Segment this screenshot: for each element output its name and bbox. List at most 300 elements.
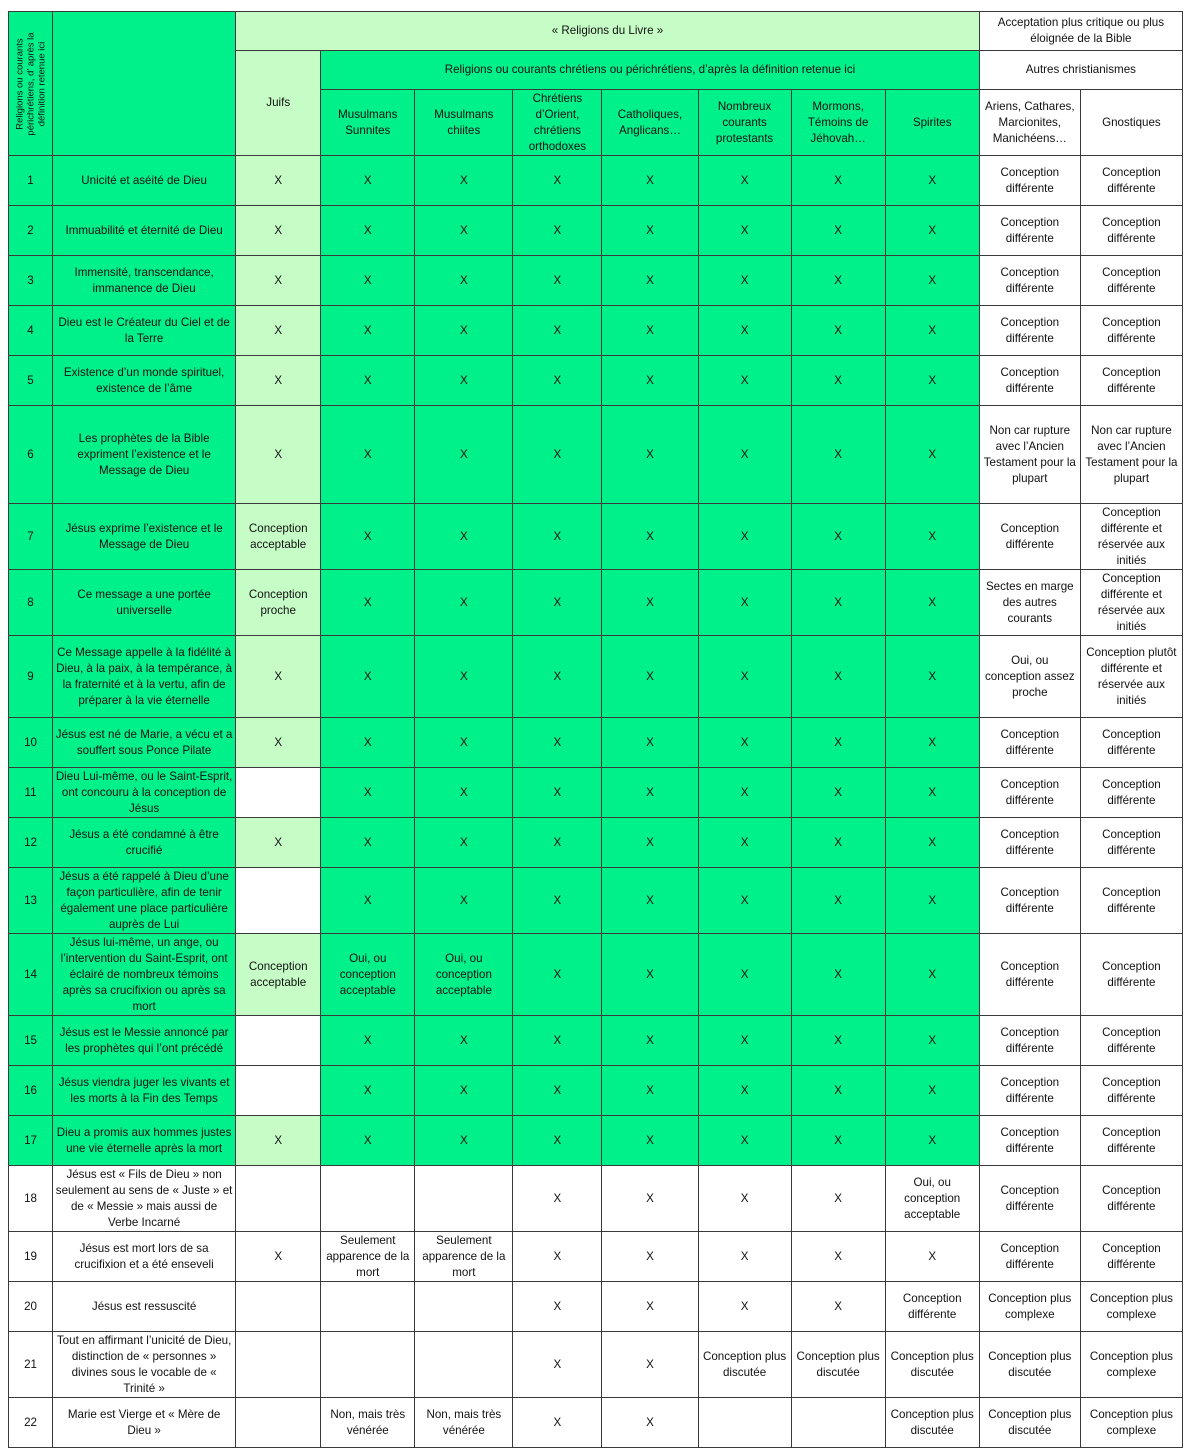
row-cell: Conception acceptable xyxy=(236,504,321,570)
row-cell: X xyxy=(236,406,321,504)
row-statement: Jésus a été rappelé à Dieu d’une façon particulière, afin de tenir également une place particulière auprès de Lui xyxy=(53,868,236,934)
religions-du-livre-header: « Religions du Livre » xyxy=(236,12,980,51)
row-cell: Conception plus discutée xyxy=(979,1332,1080,1398)
column-header-gnostiques: Gnostiques xyxy=(1080,90,1182,156)
row-statement: Existence d’un monde spirituel, existence de l’âme xyxy=(53,356,236,406)
row-number: 17 xyxy=(9,1116,53,1166)
row-statement: Jésus exprime l’existence et le Message de Dieu xyxy=(53,504,236,570)
table-row xyxy=(9,1332,1183,1398)
row-cell: X xyxy=(602,570,698,636)
statement-header-cell xyxy=(53,12,236,156)
column-header-spirites: Spirites xyxy=(885,90,979,156)
row-cell xyxy=(415,1332,513,1398)
table-row xyxy=(9,306,1183,356)
row-cell: X xyxy=(791,156,885,206)
row-cell: X xyxy=(698,1116,791,1166)
row-number: 16 xyxy=(9,1066,53,1116)
row-cell: X xyxy=(513,636,602,718)
row-statement: Jésus est le Messie annoncé par les prophètes qui l’ont précédé xyxy=(53,1016,236,1066)
row-cell: X xyxy=(602,1016,698,1066)
row-cell: X xyxy=(236,818,321,868)
row-cell: X xyxy=(885,570,979,636)
row-cell: Oui, ou conception assez proche xyxy=(979,636,1080,718)
row-cell: X xyxy=(698,1016,791,1066)
row-cell: Non, mais très vénérée xyxy=(415,1398,513,1448)
row-cell: Conception plutôt différente et réservée aux initiés xyxy=(1080,636,1182,718)
row-cell: Conception plus discutée xyxy=(698,1332,791,1398)
row-cell: Conception plus discutée xyxy=(791,1332,885,1398)
row-cell: Conception différente et réservée aux initiés xyxy=(1080,504,1182,570)
row-cell: X xyxy=(321,356,415,406)
row-cell: Conception différente xyxy=(979,868,1080,934)
row-cell: X xyxy=(321,1066,415,1116)
row-cell: X xyxy=(791,636,885,718)
table-row xyxy=(9,1166,1183,1232)
row-cell: Conception différente xyxy=(1080,1016,1182,1066)
row-cell: X xyxy=(321,256,415,306)
row-cell: X xyxy=(236,1116,321,1166)
row-cell: Conception différente xyxy=(885,1282,979,1332)
row-cell: Seulement apparence de la mort xyxy=(415,1232,513,1282)
row-cell xyxy=(236,868,321,934)
row-statement: Jésus lui-même, un ange, ou l’intervention du Saint-Esprit, ont éclairé de nombreux témoins après sa crucifixion ou après sa mort xyxy=(53,934,236,1016)
row-cell: X xyxy=(791,356,885,406)
row-cell: X xyxy=(513,1232,602,1282)
row-statement: Dieu est le Créateur du Ciel et de la Terre xyxy=(53,306,236,356)
row-cell: Conception différente xyxy=(979,206,1080,256)
row-cell: Conception différente xyxy=(1080,1166,1182,1232)
row-cell: Conception différente xyxy=(979,156,1080,206)
row-cell: Conception différente xyxy=(979,1232,1080,1282)
row-cell: X xyxy=(415,206,513,256)
row-cell: Conception différente xyxy=(979,818,1080,868)
chretiens-group-header: Religions ou courants chrétiens ou périchrétiens, d’après la définition retenue ici xyxy=(321,51,980,90)
row-number: 6 xyxy=(9,406,53,504)
row-cell: Conception différente xyxy=(1080,156,1182,206)
row-statement: Unicité et aséité de Dieu xyxy=(53,156,236,206)
table-row xyxy=(9,718,1183,768)
row-cell: Conception différente xyxy=(979,256,1080,306)
row-statement: Tout en affirmant l’unicité de Dieu, distinction de « personnes » divines sous le vocable de « Trinité » xyxy=(53,1332,236,1398)
row-cell: Conception différente xyxy=(979,1166,1080,1232)
row-cell: X xyxy=(415,504,513,570)
row-cell: X xyxy=(602,156,698,206)
row-statement: Jésus viendra juger les vivants et les morts à la Fin des Temps xyxy=(53,1066,236,1116)
row-cell: X xyxy=(602,934,698,1016)
row-cell: X xyxy=(415,1066,513,1116)
row-cell: X xyxy=(513,1016,602,1066)
acceptation-critique-header: Acceptation plus critique ou plus éloignée de la Bible xyxy=(979,12,1182,51)
row-cell: X xyxy=(321,1016,415,1066)
row-statement: Ce message a une portée universelle xyxy=(53,570,236,636)
row-cell: X xyxy=(415,1116,513,1166)
row-cell: X xyxy=(415,768,513,818)
row-number: 4 xyxy=(9,306,53,356)
row-cell: X xyxy=(885,1016,979,1066)
row-statement: Dieu a promis aux hommes justes une vie éternelle après la mort xyxy=(53,1116,236,1166)
religions-comparison-table xyxy=(8,11,1183,1448)
row-cell: Conception plus complexe xyxy=(979,1282,1080,1332)
row-cell: Oui, ou conception acceptable xyxy=(321,934,415,1016)
table-row xyxy=(9,768,1183,818)
row-cell: Conception différente xyxy=(979,356,1080,406)
row-cell: X xyxy=(513,504,602,570)
row-cell: X xyxy=(236,356,321,406)
row-cell: X xyxy=(791,1016,885,1066)
row-cell: X xyxy=(236,306,321,356)
table-row xyxy=(9,1066,1183,1116)
row-cell xyxy=(236,1282,321,1332)
row-cell: X xyxy=(415,356,513,406)
row-cell: X xyxy=(321,406,415,504)
row-cell: Conception différente xyxy=(1080,306,1182,356)
row-cell: X xyxy=(513,406,602,504)
row-cell: Conception différente xyxy=(1080,206,1182,256)
row-cell: X xyxy=(791,718,885,768)
row-cell: Oui, ou conception acceptable xyxy=(885,1166,979,1232)
row-statement: Les prophètes de la Bible expriment l’existence et le Message de Dieu xyxy=(53,406,236,504)
row-cell: X xyxy=(885,718,979,768)
column-header-musulmans-chiites: Musulmans chiites xyxy=(415,90,513,156)
row-cell: X xyxy=(236,718,321,768)
row-cell: Conception différente xyxy=(1080,868,1182,934)
row-cell: X xyxy=(415,1016,513,1066)
autres-christianismes-header: Autres christianismes xyxy=(979,51,1182,90)
table-row xyxy=(9,636,1183,718)
row-cell: X xyxy=(698,1282,791,1332)
row-cell: X xyxy=(321,156,415,206)
row-cell: X xyxy=(698,356,791,406)
row-cell: X xyxy=(698,868,791,934)
row-cell: X xyxy=(885,818,979,868)
row-cell: Non car rupture avec l’Ancien Testament pour la plupart xyxy=(979,406,1080,504)
row-cell: Conception différente xyxy=(1080,356,1182,406)
row-cell: Conception plus discutée xyxy=(885,1332,979,1398)
row-cell: Conception différente xyxy=(1080,934,1182,1016)
table-row xyxy=(9,206,1183,256)
row-cell: X xyxy=(321,868,415,934)
row-cell: X xyxy=(321,818,415,868)
row-cell: X xyxy=(791,1166,885,1232)
row-cell: X xyxy=(885,868,979,934)
row-statement: Immensité, transcendance, immanence de Dieu xyxy=(53,256,236,306)
table-row xyxy=(9,504,1183,570)
row-cell: X xyxy=(602,768,698,818)
corner-rotated-label: Religions ou courants périchrétiens, d’ après la définition retenue ici xyxy=(9,12,53,156)
row-cell: X xyxy=(513,868,602,934)
row-cell: X xyxy=(602,1066,698,1116)
row-cell: X xyxy=(321,570,415,636)
row-number: 20 xyxy=(9,1282,53,1332)
row-statement: Dieu Lui-même, ou le Saint-Esprit, ont concouru à la conception de Jésus xyxy=(53,768,236,818)
table-row xyxy=(9,934,1183,1016)
row-cell: X xyxy=(513,1332,602,1398)
row-cell: Non car rupture avec l’Ancien Testament pour la plupart xyxy=(1080,406,1182,504)
column-header-ariens: Ariens, Cathares, Marcionites, Manichéens… xyxy=(979,90,1080,156)
row-number: 21 xyxy=(9,1332,53,1398)
row-cell: Conception acceptable xyxy=(236,934,321,1016)
row-number: 18 xyxy=(9,1166,53,1232)
row-cell: X xyxy=(513,570,602,636)
row-number: 14 xyxy=(9,934,53,1016)
row-cell: X xyxy=(602,1398,698,1448)
row-cell: X xyxy=(602,818,698,868)
row-cell: X xyxy=(602,1116,698,1166)
row-number: 15 xyxy=(9,1016,53,1066)
row-cell: X xyxy=(321,636,415,718)
row-cell: X xyxy=(236,206,321,256)
row-cell: X xyxy=(513,1398,602,1448)
row-cell xyxy=(236,1066,321,1116)
row-number: 8 xyxy=(9,570,53,636)
row-cell: Conception différente xyxy=(1080,256,1182,306)
row-number: 13 xyxy=(9,868,53,934)
row-cell: Conception différente xyxy=(979,768,1080,818)
row-cell: X xyxy=(885,256,979,306)
table-row xyxy=(9,1398,1183,1448)
row-cell: X xyxy=(321,504,415,570)
column-header-chretiens-orient: Chrétiens d’Orient, chrétiens orthodoxes xyxy=(513,90,602,156)
row-cell: X xyxy=(321,718,415,768)
row-cell: X xyxy=(602,718,698,768)
row-cell: Conception différente et réservée aux initiés xyxy=(1080,570,1182,636)
row-cell: X xyxy=(602,206,698,256)
row-cell: X xyxy=(698,406,791,504)
row-cell: X xyxy=(513,1166,602,1232)
row-cell: X xyxy=(513,156,602,206)
row-cell: X xyxy=(791,504,885,570)
row-cell: X xyxy=(236,256,321,306)
table-row xyxy=(9,1016,1183,1066)
row-cell: Conception plus complexe xyxy=(1080,1398,1182,1448)
row-cell: X xyxy=(885,636,979,718)
row-cell: X xyxy=(698,818,791,868)
table-row xyxy=(9,256,1183,306)
table-row xyxy=(9,156,1183,206)
row-cell: X xyxy=(885,1116,979,1166)
column-header-juifs: Juifs xyxy=(236,51,321,156)
row-cell: X xyxy=(791,306,885,356)
row-statement: Jésus est « Fils de Dieu » non seulement au sens de « Juste » et de « Messie » mais aussi de Verbe Incarné xyxy=(53,1166,236,1232)
row-cell: Conception différente xyxy=(979,718,1080,768)
row-cell: Non, mais très vénérée xyxy=(321,1398,415,1448)
row-cell: X xyxy=(698,1066,791,1116)
row-cell: X xyxy=(602,406,698,504)
row-cell: X xyxy=(885,1232,979,1282)
column-header-protestants: Nombreux courants protestants xyxy=(698,90,791,156)
row-cell: X xyxy=(885,768,979,818)
row-cell xyxy=(236,1332,321,1398)
row-number: 22 xyxy=(9,1398,53,1448)
row-number: 9 xyxy=(9,636,53,718)
row-cell: X xyxy=(885,156,979,206)
row-cell: X xyxy=(602,306,698,356)
row-cell: Conception différente xyxy=(1080,1232,1182,1282)
row-cell: X xyxy=(602,356,698,406)
row-cell xyxy=(236,1016,321,1066)
row-statement: Marie est Vierge et « Mère de Dieu » xyxy=(53,1398,236,1448)
row-statement: Jésus est mort lors de sa crucifixion et a été enseveli xyxy=(53,1232,236,1282)
row-cell: X xyxy=(415,718,513,768)
row-cell: X xyxy=(698,256,791,306)
row-cell xyxy=(415,1282,513,1332)
row-cell: X xyxy=(698,306,791,356)
row-cell xyxy=(415,1166,513,1232)
table-row xyxy=(9,1232,1183,1282)
row-cell: Conception plus complexe xyxy=(1080,1282,1182,1332)
row-cell: Conception différente xyxy=(979,1066,1080,1116)
row-cell: X xyxy=(698,504,791,570)
row-cell: X xyxy=(791,1066,885,1116)
row-cell: X xyxy=(885,934,979,1016)
row-statement: Ce Message appelle à la fidélité à Dieu, à la paix, à la tempérance, à la fraternité et à la vertu, afin de préparer à la vie éternelle xyxy=(53,636,236,718)
row-cell: X xyxy=(885,504,979,570)
row-number: 19 xyxy=(9,1232,53,1282)
row-cell xyxy=(321,1332,415,1398)
row-cell: X xyxy=(602,256,698,306)
row-number: 3 xyxy=(9,256,53,306)
table-row xyxy=(9,1116,1183,1166)
row-cell: Conception différente xyxy=(979,934,1080,1016)
row-cell: X xyxy=(698,768,791,818)
row-cell: X xyxy=(698,156,791,206)
row-cell: X xyxy=(321,306,415,356)
row-cell: X xyxy=(791,206,885,256)
row-cell: Conception différente xyxy=(1080,818,1182,868)
row-cell: X xyxy=(513,1282,602,1332)
row-number: 7 xyxy=(9,504,53,570)
row-cell: X xyxy=(885,356,979,406)
row-number: 12 xyxy=(9,818,53,868)
row-cell: X xyxy=(791,256,885,306)
row-cell: X xyxy=(698,636,791,718)
row-cell: X xyxy=(236,156,321,206)
row-cell: X xyxy=(791,570,885,636)
row-number: 11 xyxy=(9,768,53,818)
row-cell: Conception proche xyxy=(236,570,321,636)
row-cell: Conception différente xyxy=(1080,1116,1182,1166)
row-cell: X xyxy=(791,406,885,504)
row-cell: X xyxy=(415,306,513,356)
column-header-catholiques: Catholiques, Anglicans… xyxy=(602,90,698,156)
row-cell: X xyxy=(513,934,602,1016)
row-cell xyxy=(236,768,321,818)
row-cell: X xyxy=(321,768,415,818)
row-cell: X xyxy=(791,1282,885,1332)
row-cell: X xyxy=(698,206,791,256)
column-header-musulmans-sunnites: Musulmans Sunnites xyxy=(321,90,415,156)
row-number: 1 xyxy=(9,156,53,206)
row-cell: X xyxy=(415,256,513,306)
row-cell: X xyxy=(513,356,602,406)
row-number: 2 xyxy=(9,206,53,256)
row-cell: Conception différente xyxy=(1080,1066,1182,1116)
row-cell: X xyxy=(513,768,602,818)
row-cell: Conception plus complexe xyxy=(1080,1332,1182,1398)
row-cell xyxy=(236,1166,321,1232)
row-cell: X xyxy=(791,1116,885,1166)
row-cell: X xyxy=(885,1066,979,1116)
row-cell: X xyxy=(321,1116,415,1166)
row-cell: X xyxy=(885,406,979,504)
row-cell: X xyxy=(513,306,602,356)
row-cell: X xyxy=(698,570,791,636)
row-cell: X xyxy=(602,868,698,934)
row-cell: X xyxy=(791,934,885,1016)
row-cell: X xyxy=(791,818,885,868)
table-row xyxy=(9,1282,1183,1332)
row-cell: X xyxy=(513,1066,602,1116)
row-cell: X xyxy=(602,1166,698,1232)
row-cell: Conception différente xyxy=(979,306,1080,356)
row-cell xyxy=(321,1282,415,1332)
row-cell: X xyxy=(415,156,513,206)
row-cell: X xyxy=(513,256,602,306)
row-cell: Conception différente xyxy=(979,504,1080,570)
row-cell: X xyxy=(698,1232,791,1282)
row-cell: Sectes en marge des autres courants xyxy=(979,570,1080,636)
row-cell: Conception différente xyxy=(1080,768,1182,818)
row-cell: X xyxy=(415,868,513,934)
row-cell: X xyxy=(602,504,698,570)
row-cell: X xyxy=(791,868,885,934)
row-cell: X xyxy=(602,1332,698,1398)
table-row xyxy=(9,356,1183,406)
row-cell: X xyxy=(698,1166,791,1232)
row-cell: X xyxy=(791,768,885,818)
row-statement: Jésus a été condamné à être crucifié xyxy=(53,818,236,868)
row-cell: X xyxy=(513,1116,602,1166)
row-cell: X xyxy=(236,1232,321,1282)
row-cell: X xyxy=(415,570,513,636)
row-cell: X xyxy=(602,1282,698,1332)
row-number: 10 xyxy=(9,718,53,768)
table-row xyxy=(9,868,1183,934)
row-cell: X xyxy=(698,934,791,1016)
row-cell: X xyxy=(698,718,791,768)
row-cell: Oui, ou conception acceptable xyxy=(415,934,513,1016)
row-statement: Jésus est né de Marie, a vécu et a souffert sous Ponce Pilate xyxy=(53,718,236,768)
row-statement: Immuabilité et éternité de Dieu xyxy=(53,206,236,256)
row-cell: X xyxy=(602,636,698,718)
row-cell xyxy=(236,1398,321,1448)
table-body xyxy=(9,156,1183,1448)
row-cell: Conception différente xyxy=(979,1116,1080,1166)
row-cell: X xyxy=(513,718,602,768)
row-cell xyxy=(321,1166,415,1232)
row-cell: Conception plus discutée xyxy=(885,1398,979,1448)
row-cell: X xyxy=(885,306,979,356)
row-cell: X xyxy=(513,206,602,256)
row-cell: X xyxy=(236,636,321,718)
row-cell: X xyxy=(791,1232,885,1282)
row-cell: X xyxy=(415,636,513,718)
row-cell: X xyxy=(415,818,513,868)
comparison-table-wrapper xyxy=(8,11,1183,1448)
row-cell: X xyxy=(415,406,513,504)
row-statement: Jésus est ressuscité xyxy=(53,1282,236,1332)
table-row xyxy=(9,570,1183,636)
table-row xyxy=(9,818,1183,868)
row-number: 5 xyxy=(9,356,53,406)
row-cell: X xyxy=(885,206,979,256)
table-row xyxy=(9,406,1183,504)
row-cell: Conception différente xyxy=(1080,718,1182,768)
row-cell: Seulement apparence de la mort xyxy=(321,1232,415,1282)
column-header-mormons: Mormons, Témoins de Jéhovah… xyxy=(791,90,885,156)
row-cell: Conception plus discutée xyxy=(979,1398,1080,1448)
row-cell xyxy=(698,1398,791,1448)
